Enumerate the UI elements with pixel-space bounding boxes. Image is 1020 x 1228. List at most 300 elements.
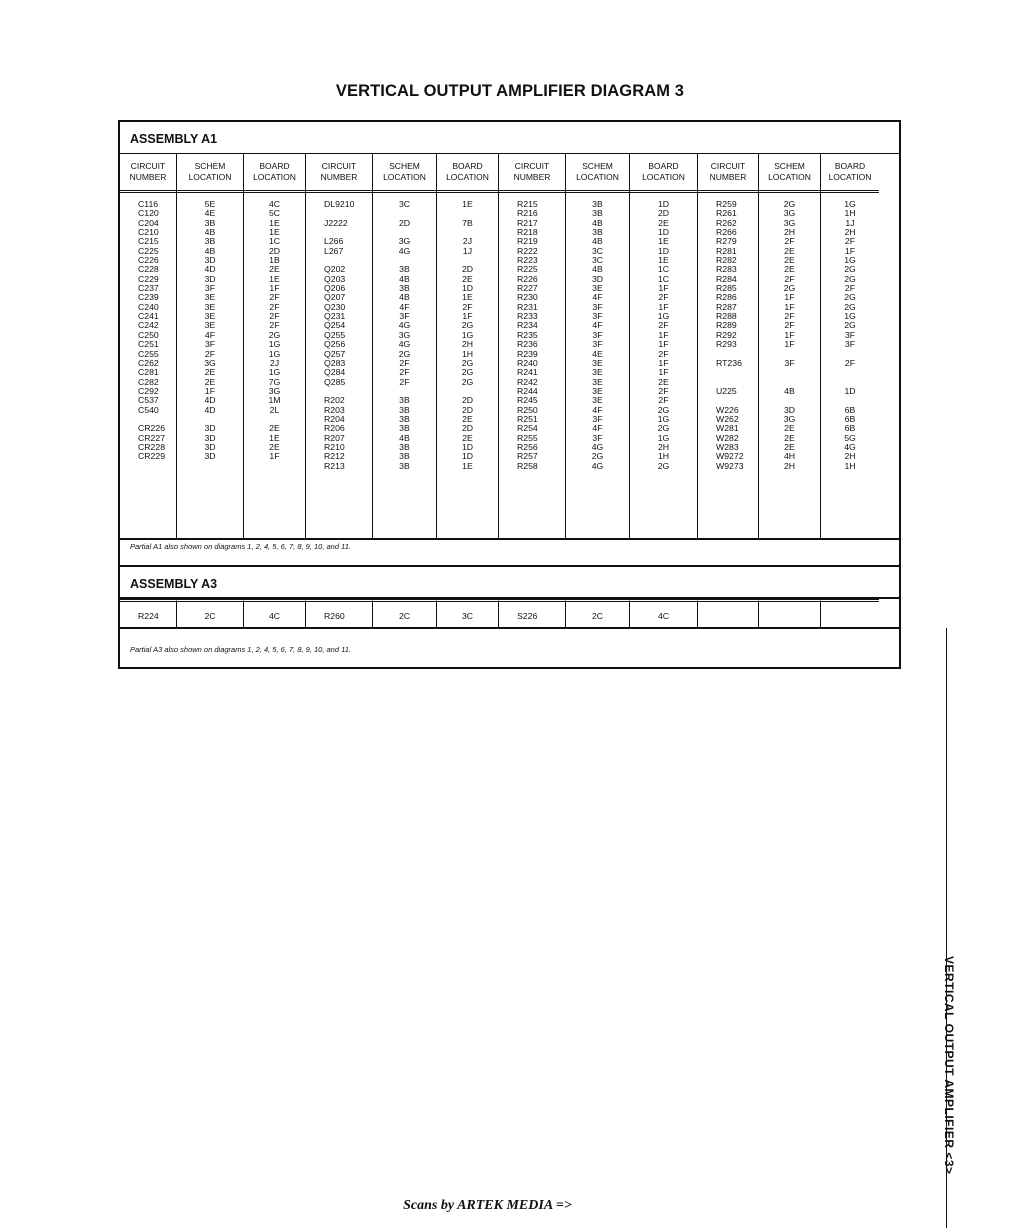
- header-line: CIRCUIT: [321, 161, 357, 171]
- table-cell: 2F: [399, 357, 410, 368]
- table-cell: R262: [716, 217, 737, 228]
- header-line: CIRCUIT: [514, 161, 550, 171]
- table-cell: 2E: [784, 432, 795, 443]
- table-cell: 2E: [784, 264, 795, 275]
- table-cell: 1E: [462, 199, 473, 209]
- table-cell: RT236: [716, 357, 742, 368]
- a3-cell: [821, 599, 879, 627]
- table-cell: 4G: [844, 441, 856, 452]
- table-cell: 3E: [204, 311, 216, 322]
- table-cell: 2F: [269, 311, 280, 322]
- table-cell: 1F: [658, 357, 669, 368]
- table-cell: 2J: [269, 357, 280, 368]
- table-cell: R236: [517, 339, 538, 350]
- table-cell: 2E: [784, 245, 795, 256]
- table-cell: Q255: [324, 329, 346, 340]
- column-cells: [373, 200, 436, 471]
- table-cell: 4D: [204, 404, 216, 415]
- table-cell: 3B: [399, 441, 410, 452]
- table-cell: R257: [517, 451, 538, 462]
- table-cell: 4D: [204, 395, 216, 406]
- a3-cell: R224: [120, 599, 177, 627]
- table-cell: R235: [517, 329, 538, 340]
- a3-cell: [698, 599, 759, 627]
- header-line: LOCATION: [642, 172, 685, 182]
- table-cell: 3G: [398, 236, 411, 247]
- table-cell: Q230: [324, 301, 346, 312]
- table-cell: 7G: [268, 376, 281, 387]
- table-cell: C116: [138, 199, 159, 209]
- table-cell: 2F: [844, 236, 856, 247]
- table-cell: C215: [138, 236, 159, 247]
- table-cell: 3F: [844, 329, 856, 340]
- table-cell: [821, 368, 879, 377]
- column-header: [437, 154, 498, 193]
- table-cell: 3B: [204, 217, 216, 228]
- table-cell: 1D: [461, 441, 474, 452]
- table-cell: 2D: [461, 404, 474, 415]
- table-cell: 5G: [844, 432, 856, 443]
- table-cell: R288: [716, 311, 737, 322]
- a3-cell: 2C: [566, 599, 630, 627]
- table-cell: 1E: [462, 460, 473, 471]
- table-cell: 1C: [268, 236, 281, 247]
- table-cell: W9273: [716, 460, 744, 471]
- table-cell: 2G: [268, 329, 281, 340]
- table-cell: 3F: [592, 301, 603, 312]
- table-cell: 2G: [461, 376, 474, 387]
- table-cell: Q284: [324, 367, 346, 378]
- table-cell: 2D: [461, 395, 474, 406]
- table-cell: 2F: [204, 348, 216, 359]
- table-cell: 2D: [461, 264, 474, 275]
- table-cell: J2222: [324, 217, 348, 228]
- table-cell: 3B: [399, 460, 410, 471]
- table-cell: W283: [716, 441, 739, 452]
- table-cell: 3F: [204, 339, 216, 350]
- table-cell: 2G: [398, 348, 411, 359]
- column-header: [821, 154, 879, 193]
- table-cell: R283: [716, 264, 737, 275]
- column-schem-group-1: [177, 154, 244, 538]
- table-cell: 3B: [399, 264, 410, 275]
- table-cell: R227: [517, 283, 538, 294]
- table-cell: 1G: [657, 432, 670, 443]
- table-cell: 2F: [658, 292, 669, 303]
- table-cell: 3F: [592, 413, 603, 424]
- table-cell: 3B: [204, 236, 216, 247]
- table-cell: 1E: [658, 255, 669, 266]
- assembly-a3-heading: ASSEMBLY A3: [120, 565, 899, 599]
- table-cell: 3E: [592, 367, 603, 378]
- table-cell: CR228: [138, 441, 166, 452]
- table-cell: R240: [517, 357, 538, 368]
- table-cell: 2F: [399, 367, 410, 378]
- table-cell: 4G: [398, 320, 411, 331]
- table-cell: 3F: [399, 311, 410, 322]
- table-cell: 1F: [204, 385, 216, 396]
- table-cell: 2D: [657, 208, 670, 219]
- table-cell: 2F: [784, 236, 795, 247]
- a3-cell: S226: [499, 599, 566, 627]
- column-header: [120, 154, 176, 193]
- table-cell: R261: [716, 208, 737, 219]
- header-line: NUMBER: [513, 172, 551, 182]
- table-cell: 3D: [591, 273, 604, 284]
- column-header: [759, 154, 820, 193]
- table-cell: R256: [517, 441, 538, 452]
- table-cell: 1E: [462, 292, 473, 303]
- table-cell: 3F: [844, 339, 856, 350]
- table-cell: 2H: [844, 227, 856, 238]
- column-board-group-1: [244, 154, 306, 538]
- table-cell: [698, 368, 758, 377]
- table-cell: Q283: [324, 357, 346, 368]
- table-cell: 2G: [844, 273, 856, 284]
- table-cell: R292: [716, 329, 737, 340]
- table-cell: C292: [138, 385, 159, 396]
- header-line: LOCATION: [828, 172, 872, 182]
- table-cell: 2F: [269, 320, 280, 331]
- table-cell: 2E: [658, 217, 669, 228]
- column-cells: [759, 200, 820, 471]
- table-cell: C120: [138, 208, 159, 219]
- header-line: SCHEM: [582, 161, 613, 171]
- table-cell: C239: [138, 292, 159, 303]
- table-cell: 1F: [658, 329, 669, 340]
- table-cell: 3G: [783, 217, 796, 228]
- table-cell: 2G: [461, 320, 474, 331]
- table-cell: 3B: [592, 208, 603, 219]
- table-cell: R223: [517, 255, 538, 266]
- table-cell: [120, 462, 176, 471]
- table-cell: 4F: [592, 320, 603, 331]
- table-cell: 4E: [592, 348, 603, 359]
- table-cell: [244, 462, 305, 471]
- table-cell: R206: [324, 423, 345, 434]
- table-cell: 2F: [844, 283, 856, 294]
- table-cell: 1J: [845, 217, 855, 228]
- column-cells: [244, 200, 305, 471]
- table-cell: R258: [517, 460, 538, 471]
- assembly-a3-note: Partial A3 also shown on diagrams 1, 2, 4, 5, 6, 7, 8, 9, 10, and 11.: [130, 645, 351, 654]
- table-cell: C255: [138, 348, 159, 359]
- header-line: LOCATION: [768, 172, 811, 182]
- column-circuit-group-2: [306, 154, 373, 538]
- table-cell: 2E: [269, 264, 280, 275]
- table-cell: 3D: [204, 423, 216, 434]
- table-cell: 1E: [269, 432, 280, 443]
- table-cell: 1D: [657, 199, 670, 209]
- table-cell: 4F: [592, 423, 603, 434]
- table-cell: 1F: [844, 245, 856, 256]
- table-cell: C537: [138, 395, 159, 406]
- header-line: SCHEM: [389, 161, 420, 171]
- table-cell: 4B: [204, 245, 216, 256]
- table-cell: R203: [324, 404, 345, 415]
- header-line: LOCATION: [188, 172, 232, 182]
- table-cell: 1C: [657, 264, 670, 275]
- table-cell: 2H: [657, 441, 670, 452]
- table-cell: 2D: [461, 423, 474, 434]
- table-cell: R282: [716, 255, 737, 266]
- table-cell: Q231: [324, 311, 346, 322]
- table-cell: 3D: [204, 451, 216, 462]
- table-cell: R216: [517, 208, 538, 219]
- table-cell: L266: [324, 236, 344, 247]
- table-cell: 1J: [462, 245, 473, 256]
- table-cell: R212: [324, 451, 345, 462]
- table-cell: C281: [138, 367, 159, 378]
- table-cell: 2H: [461, 339, 474, 350]
- table-cell: 1D: [657, 227, 670, 238]
- table-cell: 1F: [658, 301, 669, 312]
- table-cell: 4F: [204, 329, 216, 340]
- table-cell: 2H: [783, 227, 796, 238]
- table-cell: Q256: [324, 339, 346, 350]
- table-cell: R225: [517, 264, 538, 275]
- table-cell: 3F: [592, 339, 603, 350]
- table-cell: 3B: [592, 199, 603, 209]
- table-cell: 1H: [844, 460, 856, 471]
- table-cell: 2L: [269, 404, 280, 415]
- table-cell: R287: [716, 301, 737, 312]
- table-cell: 2H: [783, 460, 796, 471]
- column-cells: [821, 200, 879, 471]
- table-cell: 1F: [784, 329, 795, 340]
- table-cell: 2F: [658, 395, 669, 406]
- table-cell: C228: [138, 264, 159, 275]
- table-cell: 1G: [844, 199, 856, 209]
- table-cell: Q254: [324, 320, 346, 331]
- header-line: BOARD: [452, 161, 483, 171]
- table-cell: 1B: [269, 255, 280, 266]
- table-cell: 1D: [461, 283, 474, 294]
- table-cell: W281: [716, 423, 739, 434]
- column-schem-group-2: [373, 154, 437, 538]
- a3-cell: [759, 599, 821, 627]
- table-cell: 3F: [784, 357, 795, 368]
- table-cell: 1F: [269, 283, 280, 294]
- table-cell: 1H: [461, 348, 474, 359]
- table-cell: 2G: [783, 283, 796, 294]
- header-line: LOCATION: [253, 172, 296, 182]
- table-cell: Q207: [324, 292, 346, 303]
- table-cell: 3D: [204, 432, 216, 443]
- table-cell: 6B: [844, 404, 856, 415]
- table-cell: C226: [138, 255, 159, 266]
- table-cell: R207: [324, 432, 345, 443]
- table-cell: 2F: [269, 301, 280, 312]
- table-cell: R285: [716, 283, 737, 294]
- table-cell: 2G: [783, 199, 796, 209]
- table-cell: Q206: [324, 283, 346, 294]
- table-cell: 3F: [592, 329, 603, 340]
- table-cell: 1D: [461, 451, 474, 462]
- table-cell: 3D: [204, 441, 216, 452]
- table-cell: R279: [716, 236, 737, 247]
- table-cell: C241: [138, 311, 159, 322]
- table-cell: 5C: [268, 208, 281, 219]
- table-cell: 3E: [204, 320, 216, 331]
- table-cell: 1F: [462, 311, 473, 322]
- table-cell: 4B: [399, 292, 410, 303]
- table-cell: 2G: [591, 451, 604, 462]
- table-cell: W9272: [716, 451, 744, 462]
- table-cell: 1G: [844, 311, 856, 322]
- table-cell: R210: [324, 441, 345, 452]
- table-cell: W262: [716, 413, 739, 424]
- table-cell: 3B: [592, 227, 603, 238]
- assembly-a3-row: [120, 599, 899, 629]
- column-cells: [437, 200, 498, 471]
- table-cell: W282: [716, 432, 739, 443]
- header-line: LOCATION: [383, 172, 426, 182]
- header-line: BOARD: [648, 161, 679, 171]
- table-cell: 2G: [657, 460, 670, 471]
- table-cell: 4D: [204, 264, 216, 275]
- header-line: NUMBER: [129, 172, 167, 182]
- table-cell: 1G: [657, 413, 670, 424]
- table-cell: 7B: [462, 217, 473, 228]
- column-cells: [120, 200, 176, 471]
- column-header: [244, 154, 305, 193]
- table-cell: 1F: [784, 301, 795, 312]
- column-schem-group-4: [759, 154, 821, 538]
- table-cell: C242: [138, 320, 159, 331]
- column-header: [499, 154, 565, 193]
- table-cell: [759, 368, 820, 377]
- table-cell: 4F: [592, 292, 603, 303]
- header-line: BOARD: [259, 161, 290, 171]
- table-cell: 1G: [461, 329, 474, 340]
- table-cell: 2F: [399, 376, 410, 387]
- table-cell: R217: [517, 217, 538, 228]
- table-cell: R215: [517, 199, 538, 209]
- table-cell: R222: [517, 245, 538, 256]
- table-cell: 1H: [657, 451, 670, 462]
- table-cell: C237: [138, 283, 159, 294]
- table-cell: 2E: [204, 367, 216, 378]
- table-cell: 4G: [591, 460, 604, 471]
- table-cell: 3E: [592, 395, 603, 406]
- column-header: [630, 154, 697, 193]
- table-cell: 2G: [657, 423, 670, 434]
- column-board-group-3: [630, 154, 698, 538]
- table-cell: 1F: [784, 292, 795, 303]
- column-header: [698, 154, 758, 193]
- table-cell: 1D: [657, 245, 670, 256]
- column-circuit-group-1: [120, 154, 177, 538]
- table-cell: R259: [716, 199, 737, 209]
- table-cell: Q203: [324, 273, 346, 284]
- table-cell: 2G: [844, 301, 856, 312]
- table-cell: 2E: [784, 423, 795, 434]
- table-cell: 2E: [462, 413, 473, 424]
- table-cell: C204: [138, 217, 159, 228]
- table-cell: C282: [138, 376, 159, 387]
- table-cell: R286: [716, 292, 737, 303]
- table-cell: 4B: [784, 385, 795, 396]
- table-cell: 1F: [269, 451, 280, 462]
- table-cell: 1G: [268, 367, 281, 378]
- table-cell: 1C: [657, 273, 670, 284]
- table-cell: 2J: [462, 236, 473, 247]
- table-cell: 2F: [462, 301, 473, 312]
- table-cell: 2E: [462, 432, 473, 443]
- table-cell: 1M: [268, 395, 281, 406]
- table-cell: 3F: [592, 432, 603, 443]
- table-cell: 3G: [268, 385, 281, 396]
- table-cell: R230: [517, 292, 538, 303]
- table-cell: 2G: [461, 367, 474, 378]
- column-cells: [630, 200, 697, 471]
- table-cell: 6B: [844, 423, 856, 434]
- table-cell: 3D: [204, 273, 216, 284]
- table-cell: 2H: [844, 451, 856, 462]
- scan-credit-footer: Scans by ARTEK MEDIA =>: [403, 1198, 572, 1213]
- table-cell: 3C: [591, 245, 604, 256]
- table-cell: C210: [138, 227, 159, 238]
- table-cell: 3G: [204, 357, 216, 368]
- table-cell: CR227: [138, 432, 166, 443]
- table-cell: 3B: [399, 404, 410, 415]
- table-cell: U225: [716, 385, 737, 396]
- table-cell: 3B: [399, 451, 410, 462]
- column-board-group-4: [821, 154, 879, 538]
- table-cell: 2F: [658, 320, 669, 331]
- table-cell: 3F: [592, 311, 603, 322]
- table-cell: 3F: [204, 283, 216, 294]
- column-header: [177, 154, 243, 193]
- table-cell: R204: [324, 413, 345, 424]
- column-header: [373, 154, 436, 193]
- table-cell: R218: [517, 227, 538, 238]
- table-cell: C262: [138, 357, 159, 368]
- table-cell: 6B: [844, 413, 856, 424]
- table-cell: R284: [716, 273, 737, 284]
- assembly-a1-table: [120, 154, 899, 540]
- table-cell: 2F: [784, 311, 795, 322]
- table-cell: 1G: [844, 255, 856, 266]
- a3-cell: 2C: [373, 599, 437, 627]
- table-cell: 3B: [399, 423, 410, 434]
- table-cell: 2E: [784, 441, 795, 452]
- table-cell: 2F: [784, 320, 795, 331]
- table-cell: 1D: [844, 385, 856, 396]
- header-line: SCHEM: [194, 161, 226, 171]
- table-cell: 4F: [399, 301, 410, 312]
- table-cell: 1H: [844, 208, 856, 219]
- table-cell: 4G: [398, 339, 411, 350]
- table-cell: 3G: [783, 413, 796, 424]
- table-cell: R281: [716, 245, 737, 256]
- table-cell: 3E: [592, 385, 603, 396]
- table-cell: R266: [716, 227, 737, 238]
- table-cell: 1F: [658, 283, 669, 294]
- table-cell: 2E: [204, 376, 216, 387]
- table-cell: 2G: [461, 357, 474, 368]
- table-cell: C250: [138, 329, 159, 340]
- a3-cell: R260: [306, 599, 373, 627]
- table-cell: 1E: [269, 217, 280, 228]
- table-cell: R293: [716, 339, 737, 350]
- header-line: CIRCUIT: [130, 161, 166, 171]
- table-cell: 2F: [844, 357, 856, 368]
- a3-cell: 4C: [244, 599, 306, 627]
- column-cells: [566, 200, 629, 471]
- assembly-table-frame: [118, 120, 901, 669]
